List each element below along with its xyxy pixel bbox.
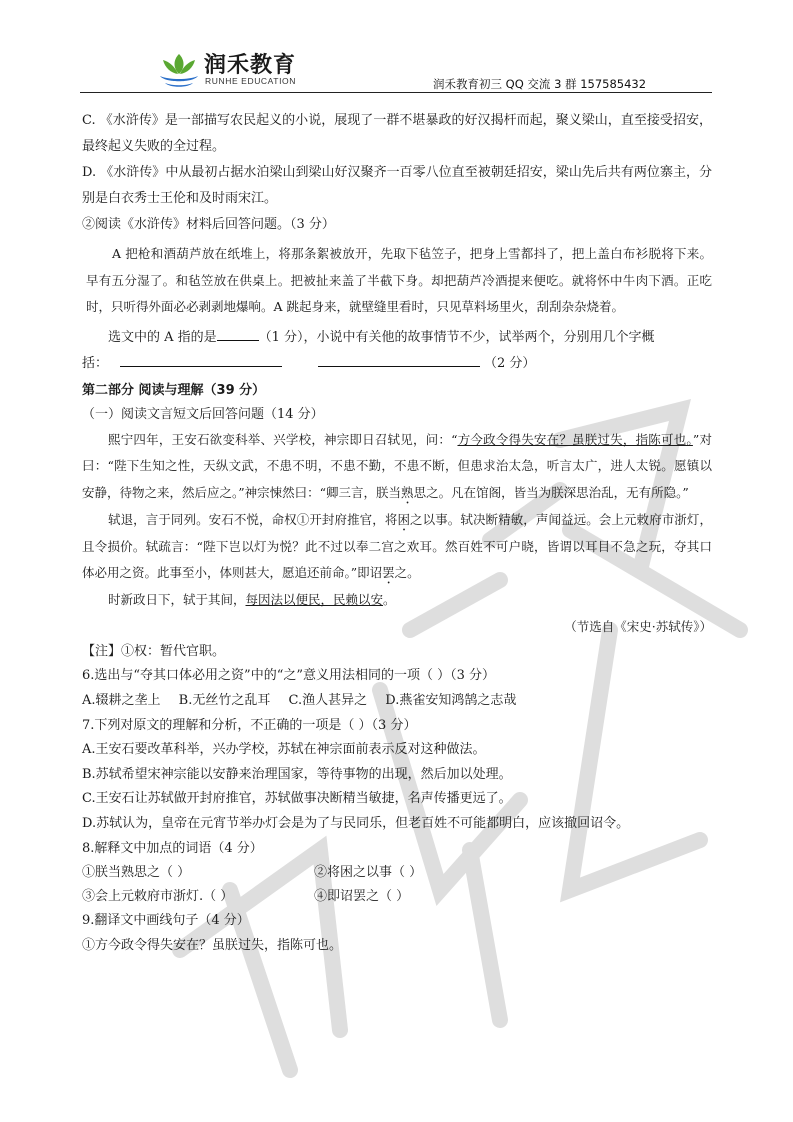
brand-english-name: RUNHE EDUCATION bbox=[205, 76, 297, 86]
question-6-options bbox=[82, 689, 712, 714]
para-3-text: 时新政日下，轼于其间， bbox=[108, 592, 246, 608]
subsection-title: （一）阅读文言短文后回答问题（14 分） bbox=[82, 406, 324, 422]
q6-option-c[interactable]: C.渔人甚异之 bbox=[288, 692, 368, 708]
classical-para-1 bbox=[82, 427, 712, 507]
dotted-word-ba: 罢 bbox=[382, 565, 395, 581]
classical-para-3 bbox=[82, 587, 712, 614]
section-title: 第二部分 阅读与理解（39 分） bbox=[82, 382, 266, 398]
question-2-title: ②阅读《水浒传》材料后回答问题。（3 分） bbox=[82, 217, 335, 232]
question-2-score: （2 分） bbox=[484, 355, 536, 371]
para-1-text: 熙宁四年，王安石欲变科举、兴学校，神宗即日召轼见，问：“ bbox=[108, 431, 458, 447]
answer-blank[interactable] bbox=[120, 352, 282, 367]
q7-option-c[interactable]: C.王安石让苏轼做开封府推官，苏轼做事决断精当敏捷，名声传播更远了。 bbox=[82, 791, 512, 807]
q8-item-4[interactable]: ④即诏罢之（ ） bbox=[314, 889, 410, 905]
q8-row-1 bbox=[82, 861, 712, 885]
q7-option-b[interactable]: B.苏轼希望宋神宗能以安静来治理国家，等待事物的出现，然后加以处理。 bbox=[82, 766, 512, 782]
source-citation: （节选自《宋史·苏轼传》） bbox=[564, 618, 712, 634]
para-1-text-end: 思之。凡在馆阁，皆当为朕深思治乱，无有所隐。” bbox=[413, 484, 689, 500]
q7-option-d[interactable]: D.苏轼认为，皇帝在元宵节举办灯会是为了与民同乐，但老百姓不可能都明白，应该撤回诏令。 bbox=[82, 815, 630, 831]
para-2-text: 轼退，言于同列。安石不悦，命权①开封府推官，将 bbox=[108, 511, 398, 527]
question-2-prompt-cont: （1 分），小说中有关他的故事情节不少，试举两个，分别用几个字概 bbox=[258, 329, 655, 345]
question-2-prompt: 选文中的 A 指的是 bbox=[108, 329, 217, 345]
para-2-text-cont: 之以事。轼决断精敏，声闻益远。会上元敕府市浙灯，且令损价。轼疏言：“陛下岂以灯为悦？此不过以奉二宫之欢耳。然百姓不可户晓，皆谓以耳目不急之玩，夺其口体必用之资。此事至小，体则甚大，愿追还前命。”即诏 bbox=[82, 511, 712, 581]
para-3-text-end: 。 bbox=[383, 592, 396, 608]
question-9: 9.翻译文中画线句子（4 分） bbox=[82, 913, 250, 929]
option-d: D. 《水浒传》中从最初占据水泊梁山到梁山好汉聚齐一百零八位直至被朝廷招安，梁山先后共有两位寨主，分别是白衣秀士王伦和及时雨宋江。 bbox=[82, 165, 712, 206]
q8-item-3[interactable]: ③会上元敕府市浙灯.（ ） bbox=[82, 889, 234, 905]
q8-item-1[interactable]: ①朕当熟思之（ ） bbox=[82, 865, 191, 881]
page-header bbox=[0, 0, 793, 96]
answer-blank[interactable] bbox=[318, 352, 480, 367]
question-2-line-1 bbox=[82, 325, 712, 351]
qq-group-note: 润禾教育初三 QQ 交流 3 群 157585432 bbox=[433, 77, 647, 91]
underlined-sentence-2: 每因法以便民，民赖以安 bbox=[245, 592, 384, 608]
runhe-logo-icon bbox=[157, 50, 201, 90]
dotted-word-shu: 熟 bbox=[401, 484, 414, 500]
question-7: 7.下列对原文的理解和分析，不正确的一项是（ ）（3 分） bbox=[82, 717, 417, 733]
q6-option-d[interactable]: D.燕雀安知鸿鹄之志哉 bbox=[385, 692, 517, 708]
q8-row-2 bbox=[82, 885, 712, 909]
option-c: C. 《水浒传》是一部描写农民起义的小说，展现了一群不堪暴政的好汉揭杆而起，聚义梁山，直至接受招安，最终起义失败的全过程。 bbox=[82, 113, 712, 154]
q6-option-a[interactable]: A.辍耕之垄上 bbox=[82, 692, 161, 708]
para-1-text-cont: ”对曰：“陛下生知之性，天纵文武，不患不明，不患不勤，不患不断，但患求治太急，听言太广，进人太锐。愿镇以安静，待物之来，然后应之。”神宗悚然曰：“卿三言，朕当 bbox=[82, 431, 712, 500]
question-8: 8.解释文中加点的词语（4 分） bbox=[82, 840, 263, 856]
q6-option-b[interactable]: B.无丝竹之乱耳 bbox=[178, 692, 271, 708]
q7-option-a[interactable]: A.王安石要改革科举，兴办学校，苏轼在神宗面前表示反对这种做法。 bbox=[82, 742, 486, 758]
classical-para-2 bbox=[82, 507, 712, 588]
underlined-sentence-1: 方今政令得失安在？虽朕过失，指陈可也。 bbox=[457, 431, 693, 447]
shuihu-passage: A 把枪和酒葫芦放在纸堆上，将那条絮被放开，先取下毡笠子，把身上雪都抖了，把上盖白布衫脱将下来。早有五分湿了。和毡笠放在供桌上。把被扯来盖了半截下身。却把葫芦冷酒提来便吃。就将怀中牛肉下酒。正吃时，只听得外面必必剥剥地爆响。A 跳起身来，就壁缝里看时，只见草料场里火，刮刮杂杂烧着。 bbox=[86, 246, 712, 315]
brand-name: 润禾教育 bbox=[204, 53, 297, 78]
header-divider bbox=[80, 92, 712, 93]
dotted-word-kun: 困 bbox=[397, 511, 411, 527]
page-content bbox=[82, 108, 712, 958]
annotation-note: 【注】①权：暂代官职。 bbox=[82, 643, 226, 659]
question-2-line-2 bbox=[82, 351, 712, 377]
question-6: 6.选出与“夺其口体必用之资”中的“之”意义用法相同的一项（ ）（3 分） bbox=[82, 668, 496, 684]
question-2-summary-label: 括： bbox=[82, 355, 109, 371]
q8-item-2[interactable]: ②将困之以事（ ） bbox=[314, 865, 423, 881]
para-2-text-end: 之。 bbox=[394, 565, 420, 581]
answer-blank[interactable] bbox=[217, 326, 259, 341]
q9-item-1: ①方今政令得失安在？虽朕过失，指陈可也。 bbox=[82, 937, 343, 953]
